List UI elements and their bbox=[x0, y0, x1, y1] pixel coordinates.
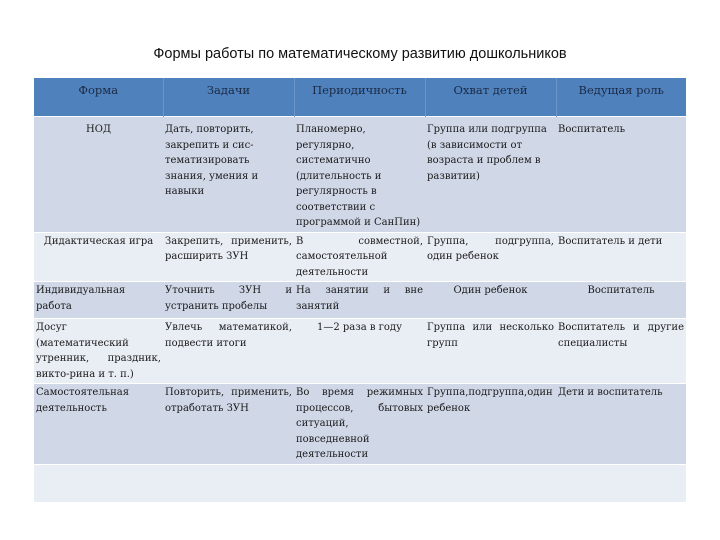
cell-ohvat: Группа или несколько групп bbox=[425, 319, 556, 384]
table-header-row bbox=[34, 78, 686, 117]
cell-zadachi: Дать, повторить, закрепить и сис-тематизировать знания, умения и навыки bbox=[163, 117, 294, 233]
cell-rol bbox=[556, 464, 686, 502]
table-row bbox=[34, 117, 686, 233]
page-title: Формы работы по математическому развитию дошкольников bbox=[153, 46, 567, 62]
forms-table bbox=[34, 78, 686, 502]
cell-rol: Дети и воспитатель bbox=[556, 384, 686, 465]
cell-rol: Воспитатель bbox=[556, 282, 686, 319]
cell-ohvat bbox=[425, 464, 556, 502]
cell-zadachi: Закрепить, применить, расширить ЗУН bbox=[163, 232, 294, 282]
header-forma: Форма bbox=[34, 78, 163, 117]
header-zadachi: Задачи bbox=[163, 78, 294, 117]
cell-ohvat: Группа или подгруппа (в зависимости от возраста и проблем в развитии) bbox=[425, 117, 556, 233]
cell-zadachi: Уточнить ЗУН и устранить пробелы bbox=[163, 282, 294, 319]
table-row bbox=[34, 384, 686, 465]
cell-period: На занятии и вне занятий bbox=[294, 282, 425, 319]
cell-period: Во время режимных процессов, бытовых ситуаций, повседневной деятельности bbox=[294, 384, 425, 465]
cell-period: 1—2 раза в году bbox=[294, 319, 425, 384]
table-row bbox=[34, 232, 686, 282]
table-row bbox=[34, 319, 686, 384]
cell-forma: НОД bbox=[34, 117, 163, 233]
header-ohvat: Охват детей bbox=[425, 78, 556, 117]
cell-forma: Досуг (математический утренник, праздник, викто-рина и т. п.) bbox=[34, 319, 163, 384]
cell-ohvat: Группа,подгруппа,один ребенок bbox=[425, 384, 556, 465]
cell-forma: Дидактическая игра bbox=[34, 232, 163, 282]
cell-period bbox=[294, 464, 425, 502]
header-rol: Ведущая роль bbox=[556, 78, 686, 117]
cell-forma bbox=[34, 464, 163, 502]
table-row bbox=[34, 464, 686, 502]
cell-period: Планомерно, регулярно, систематично (длительность и регулярность в соответствии с программой и СанПин) bbox=[294, 117, 425, 233]
cell-rol: Воспитатель и другие специалисты bbox=[556, 319, 686, 384]
table-row bbox=[34, 282, 686, 319]
cell-forma: Индивидуальная работа bbox=[34, 282, 163, 319]
cell-zadachi: Повторить, применить, отработать ЗУН bbox=[163, 384, 294, 465]
header-periodichnost: Периодичность bbox=[294, 78, 425, 117]
cell-ohvat: Группа, подгруппа, один ребенок bbox=[425, 232, 556, 282]
cell-period: В совместной, самостоятельной деятельности bbox=[294, 232, 425, 282]
cell-zadachi: Увлечь математикой, подвести итоги bbox=[163, 319, 294, 384]
cell-zadachi bbox=[163, 464, 294, 502]
cell-ohvat: Один ребенок bbox=[425, 282, 556, 319]
cell-forma: Самостоятельная деятельность bbox=[34, 384, 163, 465]
cell-rol: Воспитатель bbox=[556, 117, 686, 233]
cell-rol: Воспитатель и дети bbox=[556, 232, 686, 282]
